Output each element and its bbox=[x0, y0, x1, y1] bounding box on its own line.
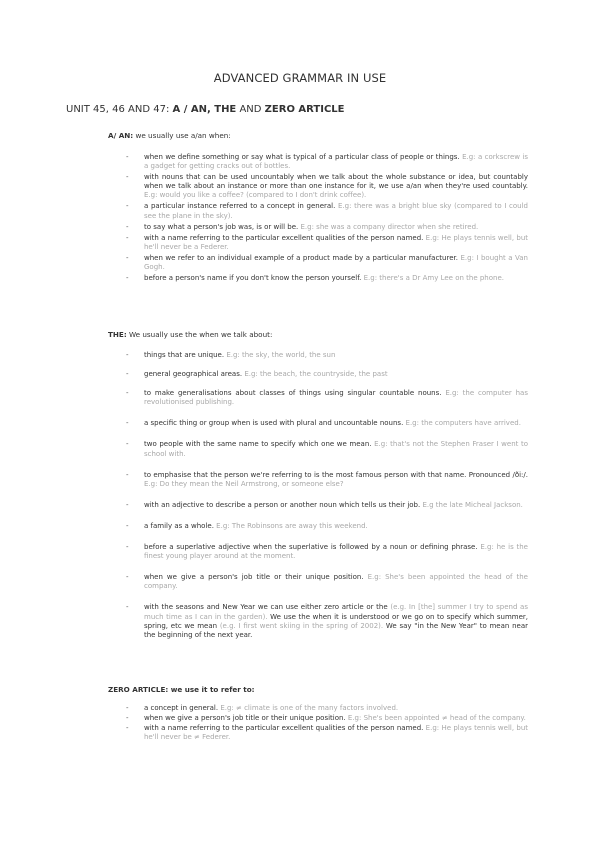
unit-heading bbox=[66, 104, 345, 115]
item-text: with an adjective to describe a person or another noun which tells us their job. bbox=[144, 500, 421, 509]
list-item bbox=[108, 522, 528, 531]
dash-bullet: - bbox=[126, 222, 129, 231]
item-example: E.g: I bought a Van Gogh. bbox=[144, 253, 528, 272]
the-list bbox=[108, 351, 528, 640]
list-item bbox=[108, 173, 528, 200]
list-item bbox=[108, 501, 528, 510]
item-example: E.g: that's not the Stephen Fraser I went to school with. bbox=[144, 440, 529, 458]
dash-bullet: - bbox=[126, 470, 129, 479]
item-example: E.g: She's been appointed the head of the company. bbox=[144, 573, 528, 591]
item-text: a concept in general. bbox=[144, 704, 219, 712]
item-text: to say what a person's job was, is or will be. bbox=[144, 222, 299, 231]
dash-bullet: - bbox=[126, 724, 129, 733]
zero-heading-text: ZERO ARTICLE: we use it to refer to: bbox=[108, 685, 255, 694]
item-example-continued: (e.g. I first went skiing in the spring of 2002). bbox=[217, 621, 384, 630]
dash-bullet: - bbox=[126, 543, 129, 552]
list-item bbox=[108, 153, 528, 171]
item-example: E.g: He plays tennis well, but he'll never be a Federer. bbox=[144, 233, 529, 251]
a-an-heading-bold: A/ AN: bbox=[108, 131, 134, 140]
item-example: E.g: She's been appointed ≠ head of the company. bbox=[345, 714, 526, 723]
item-example: E.g: He plays tennis well, but he'll never be ≠ Federer. bbox=[144, 724, 529, 742]
item-example: (e.g. In [the] summer I try to spend as much time as I can in the garden). bbox=[144, 603, 528, 621]
item-example: E.g: the sky, the world, the sun bbox=[224, 351, 336, 359]
dash-bullet: - bbox=[126, 253, 129, 262]
list-item bbox=[108, 351, 528, 360]
item-text: with the seasons and New Year we can use either zero article or the bbox=[144, 603, 388, 612]
item-text-final: We say "in the New Year" to mean near the beginning of the next year. bbox=[144, 621, 528, 639]
item-example: E.g: a corkscrew is a gadget for getting cracks out of bottles. bbox=[144, 153, 529, 171]
list-item bbox=[108, 254, 528, 272]
the-heading-bold: THE: bbox=[108, 330, 127, 339]
item-example: E.g the late Micheal Jackson. bbox=[420, 500, 523, 509]
list-item bbox=[108, 370, 528, 379]
dash-bullet: - bbox=[126, 419, 129, 428]
dash-bullet: - bbox=[126, 603, 129, 612]
the-heading bbox=[108, 330, 272, 339]
dash-bullet: - bbox=[126, 714, 129, 723]
item-text: a family as a whole. bbox=[144, 521, 214, 530]
item-text: when we give a person's job title or their unique position. bbox=[144, 573, 364, 582]
item-example: E.g: she was a company director when she retired. bbox=[298, 222, 479, 231]
item-example: E.g: the computer has revolutionised publishing. bbox=[144, 389, 528, 407]
dash-bullet: - bbox=[126, 521, 129, 530]
item-text-continued: We use the when it is understood or we go on to specify which summer, spring, etc we mean bbox=[144, 612, 528, 630]
item-text: a particular instance referred to a concept in general. bbox=[144, 202, 336, 211]
dash-bullet: - bbox=[126, 573, 129, 582]
item-text: two people with the same name to specify which one we mean. bbox=[144, 440, 372, 449]
list-item bbox=[108, 389, 528, 407]
unit-prefix: UNIT 45, 46 AND 47: bbox=[66, 104, 173, 115]
unit-mid: AND bbox=[236, 104, 265, 115]
item-example: E.g: ≠ climate is one of the many factors involved. bbox=[218, 704, 399, 712]
dash-bullet: - bbox=[126, 704, 129, 712]
list-item bbox=[108, 724, 528, 742]
zero-article-heading bbox=[108, 685, 255, 694]
list-item bbox=[108, 704, 528, 713]
dash-bullet: - bbox=[126, 370, 129, 379]
item-text: a specific thing or group when is used with plural and uncountable nouns. bbox=[144, 419, 404, 428]
dash-bullet: - bbox=[126, 233, 129, 242]
item-example: E.g: Do they mean the Neil Armstrong, or someone else? bbox=[144, 479, 344, 488]
item-text: before a superlative adjective when the superlative is followed by a noun or defining phrase. bbox=[144, 543, 478, 552]
item-example: E.g: the beach, the countryside, the past bbox=[242, 370, 388, 379]
item-example: E.g: would you like a coffee? (compared to I don't drink coffee). bbox=[144, 191, 367, 200]
list-item bbox=[108, 202, 528, 220]
zero-article-list bbox=[108, 704, 528, 742]
the-heading-rest: We usually use the when we talk about: bbox=[126, 330, 273, 339]
item-example: E.g: The Robinsons are away this weekend. bbox=[213, 521, 368, 530]
list-item bbox=[108, 543, 528, 561]
item-text: general geographical areas. bbox=[144, 370, 243, 379]
item-example: E.g: there's a Dr Amy Lee on the phone. bbox=[361, 274, 504, 283]
list-item bbox=[108, 573, 528, 591]
list-item bbox=[108, 223, 528, 232]
list-item bbox=[108, 603, 528, 639]
list-item bbox=[108, 440, 528, 458]
item-text: with a name referring to the particular excellent qualities of the person named. bbox=[144, 233, 424, 242]
document-title: ADVANCED GRAMMAR IN USE bbox=[213, 71, 387, 85]
item-example: E.g: there was a bright blue sky (compared to I could see the plane in the sky). bbox=[144, 202, 528, 220]
list-item bbox=[108, 471, 528, 489]
dash-bullet: - bbox=[126, 351, 129, 359]
list-item bbox=[108, 419, 528, 428]
item-text: with a name referring to the particular excellent qualities of the person named. bbox=[144, 724, 424, 733]
a-an-list bbox=[108, 153, 528, 283]
item-text: when we give a person's job title or their unique position. bbox=[144, 714, 346, 723]
dash-bullet: - bbox=[126, 173, 129, 182]
item-text: to make generalisations about classes of things using singular countable nouns. bbox=[144, 389, 442, 398]
a-an-heading bbox=[108, 131, 231, 140]
list-item bbox=[108, 274, 528, 283]
list-item bbox=[108, 714, 528, 723]
dash-bullet: - bbox=[126, 153, 129, 161]
dash-bullet: - bbox=[126, 202, 129, 211]
item-text: with nouns that can be used uncountably when we talk about the whole substance or idea, but countably when we talk about an instance or more than one instance for it, we use a/an when they're used countably. bbox=[144, 173, 528, 191]
list-item bbox=[108, 234, 528, 252]
item-example: E.g: he is the finest young player around at the moment. bbox=[144, 543, 528, 561]
dash-bullet: - bbox=[126, 274, 129, 283]
dash-bullet: - bbox=[126, 500, 129, 509]
dash-bullet: - bbox=[126, 440, 129, 449]
item-text: to emphasise that the person we're referring to is the most famous person with that name. Pronounced /ði:/. bbox=[144, 470, 528, 479]
dash-bullet: - bbox=[126, 389, 129, 398]
item-example: E.g: the computers have arrived. bbox=[403, 419, 521, 428]
unit-bold-zero-article: ZERO ARTICLE bbox=[264, 104, 345, 115]
a-an-heading-rest: we usually use a/an when: bbox=[133, 131, 231, 140]
item-text: when we define something or say what is typical of a particular class of people or things. bbox=[144, 153, 460, 161]
item-text: before a person's name if you don't know the person yourself. bbox=[144, 274, 362, 283]
item-text: things that are unique. bbox=[144, 351, 225, 359]
unit-bold-a-an-the: A / AN, THE bbox=[172, 104, 237, 115]
item-text: when we refer to an individual example of a product made by a particular manufacturer. bbox=[144, 253, 458, 262]
